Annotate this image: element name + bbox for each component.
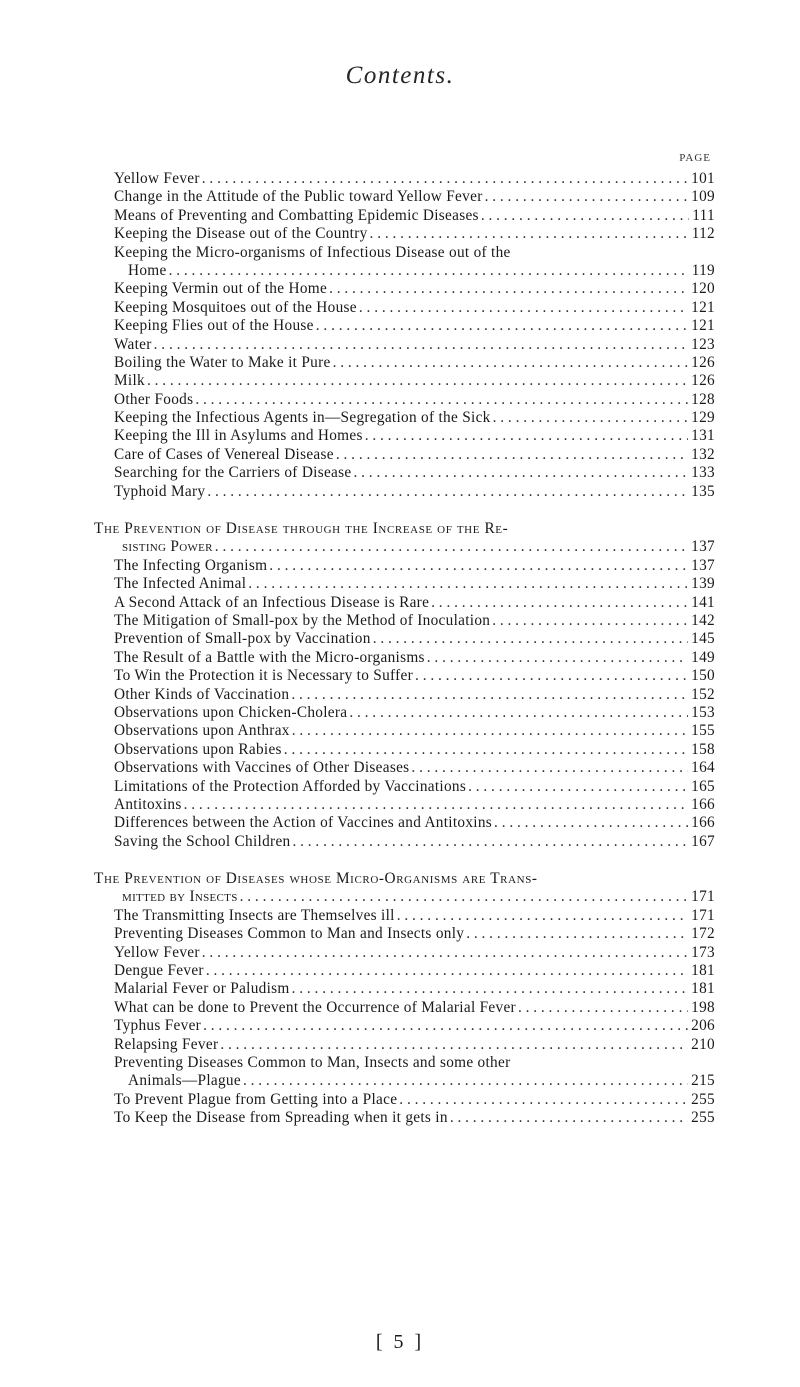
toc-page: 126: [691, 372, 715, 390]
toc-page: 137: [691, 538, 715, 556]
toc-title: Care of Cases of Venereal Disease: [114, 445, 334, 463]
table-of-contents: [94, 170, 715, 1128]
toc-title: Observations upon Chicken-Cholera: [114, 703, 348, 721]
leader-dots: [411, 759, 688, 777]
section-2-entries: [114, 557, 715, 851]
toc-page: 123: [691, 335, 715, 353]
leader-dots: [206, 962, 688, 980]
leader-dots: [397, 907, 688, 925]
toc-entry: [114, 833, 715, 851]
toc-page: 181: [691, 980, 715, 998]
leader-dots: [248, 575, 688, 593]
toc-title-continuation: Home: [128, 261, 167, 279]
toc-page: 120: [691, 280, 715, 298]
leader-dots: [329, 280, 688, 298]
leader-dots: [147, 372, 688, 390]
leader-dots: [518, 999, 688, 1017]
section-3-heading-line2: [108, 888, 715, 906]
leader-dots: [291, 686, 688, 704]
leader-dots: [354, 464, 689, 482]
leader-dots: [415, 667, 688, 685]
toc-title-continuation: Animals—Plague: [128, 1072, 241, 1090]
toc-page: 131: [691, 427, 715, 445]
toc-title: Water: [114, 335, 152, 353]
toc-entry: [114, 464, 715, 482]
leader-dots: [481, 207, 689, 225]
toc-entry: [114, 427, 715, 445]
toc-entry: [114, 483, 715, 501]
toc-page: 112: [691, 225, 715, 243]
toc-entry: [114, 557, 715, 575]
toc-title: Keeping Mosquitoes out of the House: [114, 298, 357, 316]
toc-title: Observations upon Anthrax: [114, 722, 290, 740]
toc-entry: [114, 207, 715, 225]
toc-entry: [114, 1091, 715, 1109]
leader-dots: [316, 317, 688, 335]
section-gap: [114, 851, 715, 870]
toc-title: Other Foods: [114, 390, 194, 408]
toc-title: Preventing Diseases Common to Man and Insects only: [114, 925, 465, 943]
toc-title: The Result of a Battle with the Micro-organisms: [114, 648, 425, 666]
leader-dots: [292, 722, 688, 740]
leader-dots: [373, 630, 688, 648]
leader-dots: [284, 741, 688, 759]
toc-page: 181: [691, 962, 715, 980]
section-3: [94, 870, 715, 1127]
leader-dots: [243, 1072, 688, 1090]
leader-dots: [240, 888, 689, 906]
leader-dots: [359, 299, 688, 317]
toc-page: 171: [691, 888, 715, 906]
toc-entry: [114, 594, 715, 612]
toc-entry: [114, 299, 715, 317]
toc-title: Dengue Fever: [114, 962, 204, 980]
toc-entry: [114, 409, 715, 427]
toc-entry: [114, 262, 715, 280]
toc-title: To Prevent Plague from Getting into a Place: [114, 1090, 398, 1108]
toc-title: The Infected Animal: [114, 575, 247, 593]
leader-dots: [349, 704, 688, 722]
toc-page: 142: [691, 612, 715, 629]
toc-entry: [114, 741, 715, 759]
toc-entry: [114, 796, 715, 814]
leader-dots: [365, 427, 688, 445]
toc-title: Observations with Vaccines of Other Diseases: [114, 759, 410, 777]
toc-title: What can be done to Prevent the Occurrence of Malarial Fever: [114, 998, 516, 1016]
toc-title: Keeping the Ill in Asylums and Homes: [114, 427, 363, 445]
toc-entry: [114, 759, 715, 777]
toc-title: Observations upon Rabies: [114, 740, 282, 758]
toc-entry: [114, 686, 715, 704]
toc-title: Differences between the Action of Vaccines and Antitoxins: [114, 814, 493, 832]
section-2: [94, 520, 715, 851]
toc-page: 109: [691, 188, 715, 206]
section-2-heading: [94, 520, 715, 538]
toc-entry: [114, 170, 715, 188]
toc-entry: [114, 1017, 715, 1035]
toc-page: 167: [691, 832, 715, 850]
leader-dots: [492, 612, 688, 630]
toc-page: 126: [691, 353, 715, 371]
leader-dots: [468, 778, 688, 796]
leader-dots: [292, 980, 689, 998]
toc-title: Searching for the Carriers of Disease: [114, 464, 352, 482]
toc-entry: [114, 778, 715, 796]
toc-title: Typhoid Mary: [114, 482, 206, 500]
toc-page: 121: [691, 298, 715, 316]
toc-page: 255: [691, 1109, 715, 1127]
toc-entry: [114, 280, 715, 298]
toc-title: A Second Attack of an Infectious Disease is Rare: [114, 593, 430, 611]
toc-page: 210: [691, 1035, 715, 1053]
toc-title: Change in the Attitude of the Public toward Yellow Fever: [114, 188, 483, 206]
toc-title: The Mitigation of Small-pox by the Method of Inoculation: [114, 612, 491, 629]
section-3-heading-line1: The Prevention of Diseases whose Micro-Organisms are Trans-: [94, 870, 538, 888]
leader-dots: [493, 409, 689, 427]
leader-dots: [154, 336, 689, 354]
toc-page: 149: [691, 648, 715, 666]
leader-dots: [336, 446, 688, 464]
toc-entry: [114, 354, 715, 372]
toc-title: Keeping Flies out of the House: [114, 317, 314, 335]
toc-entry: [114, 704, 715, 722]
page-title: Contents.: [345, 62, 455, 89]
page-folio: [ 5 ]: [375, 1331, 425, 1353]
leader-dots: [202, 170, 688, 188]
toc-page: 215: [691, 1072, 715, 1090]
toc-entry: [114, 630, 715, 648]
leader-dots: [427, 649, 688, 667]
leader-dots: [399, 1091, 688, 1109]
toc-entry: [114, 336, 715, 354]
section-2-heading-line1: The Prevention of Disease through the Increase of the Re-: [94, 520, 509, 538]
toc-title: Keeping the Infectious Agents in—Segregation of the Sick: [114, 409, 491, 427]
leader-dots: [207, 483, 688, 501]
leader-dots: [466, 925, 688, 943]
toc-entry: [114, 667, 715, 685]
leader-dots: [292, 833, 688, 851]
toc-page: 139: [691, 575, 715, 593]
toc-page: 128: [691, 390, 715, 408]
toc-title: The Infecting Organism: [114, 556, 268, 574]
leader-dots: [494, 814, 688, 832]
toc-page: 153: [691, 703, 715, 721]
toc-entry: [114, 722, 715, 740]
toc-entry: [114, 225, 715, 243]
toc-page: 133: [691, 464, 715, 482]
toc-page: 121: [691, 317, 715, 335]
section-gap: [114, 501, 715, 520]
leader-dots: [195, 391, 688, 409]
leader-dots: [370, 225, 689, 243]
toc-title: Keeping Vermin out of the Home: [114, 280, 328, 298]
toc-page: 172: [691, 925, 715, 943]
toc-entry: [114, 317, 715, 335]
leader-dots: [485, 188, 689, 206]
toc-page: 132: [691, 445, 715, 463]
toc-page: 150: [691, 667, 715, 685]
toc-title: sisting Power: [122, 538, 213, 556]
leader-dots: [269, 557, 688, 575]
toc-title: Prevention of Small-pox by Vaccination: [114, 630, 371, 648]
toc-page: 198: [691, 998, 715, 1016]
toc-entry: [114, 999, 715, 1017]
toc-title: Other Kinds of Vaccination: [114, 685, 290, 703]
toc-title: To Keep the Disease from Spreading when it gets in: [114, 1109, 448, 1127]
toc-title: Means of Preventing and Combatting Epidemic Diseases: [114, 206, 479, 224]
toc-page: 171: [691, 906, 715, 924]
toc-entry: [114, 907, 715, 925]
toc-entry-line: Keeping the Micro-organisms of Infectious Disease out of the: [114, 243, 511, 261]
leader-dots: [333, 354, 689, 372]
toc-entry: [114, 814, 715, 832]
toc-entry: [114, 649, 715, 667]
toc-title: Typhus Fever: [114, 1017, 202, 1035]
toc-page: 166: [691, 814, 715, 832]
toc-entry: [114, 1036, 715, 1054]
toc-title: Milk: [114, 372, 145, 390]
leader-dots: [169, 262, 689, 280]
toc-page: 158: [691, 740, 715, 758]
toc-title: To Win the Protection it is Necessary to Suffer: [114, 667, 414, 685]
page-column-label: PAGE: [679, 152, 711, 164]
toc-title: The Transmitting Insects are Themselves ill: [114, 906, 395, 924]
leader-dots: [450, 1109, 688, 1127]
toc-entry: [114, 188, 715, 206]
toc-entry: [114, 391, 715, 409]
leader-dots: [220, 1036, 688, 1054]
toc-page: 111: [692, 206, 715, 224]
toc-page: 141: [691, 593, 715, 611]
toc-entry: [114, 612, 715, 630]
toc-entry: [114, 962, 715, 980]
toc-entry: [114, 944, 715, 962]
toc-entry: [114, 575, 715, 593]
section-3-heading: [94, 870, 715, 888]
toc-title: mitted by Insects: [122, 888, 238, 906]
leader-dots: [431, 594, 688, 612]
toc-title: Keeping the Disease out of the Country: [114, 225, 368, 243]
toc-page: 129: [691, 409, 715, 427]
toc-page: 152: [691, 685, 715, 703]
toc-entry-line: Preventing Diseases Common to Man, Insects and some other: [114, 1054, 511, 1071]
toc-page: 119: [691, 261, 715, 279]
leader-dots: [203, 1017, 688, 1035]
toc-page: 165: [691, 777, 715, 795]
toc-entry: [114, 446, 715, 464]
toc-title: Malarial Fever or Paludism: [114, 980, 290, 998]
toc-title: Boiling the Water to Make it Pure: [114, 353, 331, 371]
toc-title: Antitoxins: [114, 795, 182, 813]
toc-page: 206: [691, 1017, 715, 1035]
toc-page: 164: [691, 759, 715, 777]
toc-title: Yellow Fever: [114, 170, 200, 187]
toc-page: 255: [691, 1090, 715, 1108]
leader-dots: [184, 796, 689, 814]
toc-page: 137: [691, 556, 715, 574]
leader-dots: [215, 538, 688, 556]
toc-entry: [114, 925, 715, 943]
toc-page: 166: [691, 795, 715, 813]
toc-entry: [114, 980, 715, 998]
toc-entry: [114, 1109, 715, 1127]
toc-title: Relapsing Fever: [114, 1035, 219, 1053]
toc-page: 101: [691, 170, 715, 187]
toc-title: Limitations of the Protection Afforded by Vaccinations: [114, 777, 467, 795]
toc-page: 135: [691, 482, 715, 500]
toc-page: 173: [691, 943, 715, 961]
toc-title: Saving the School Children: [114, 832, 291, 850]
section-3-entries: [114, 907, 715, 1128]
toc-entry: [114, 372, 715, 390]
toc-entry: [114, 1072, 715, 1090]
toc-page: 145: [691, 630, 715, 648]
toc-title: Yellow Fever: [114, 943, 200, 961]
leader-dots: [202, 944, 688, 962]
toc-page: 155: [691, 722, 715, 740]
toc-group-1: [114, 170, 715, 501]
section-2-heading-line2: [108, 538, 715, 556]
